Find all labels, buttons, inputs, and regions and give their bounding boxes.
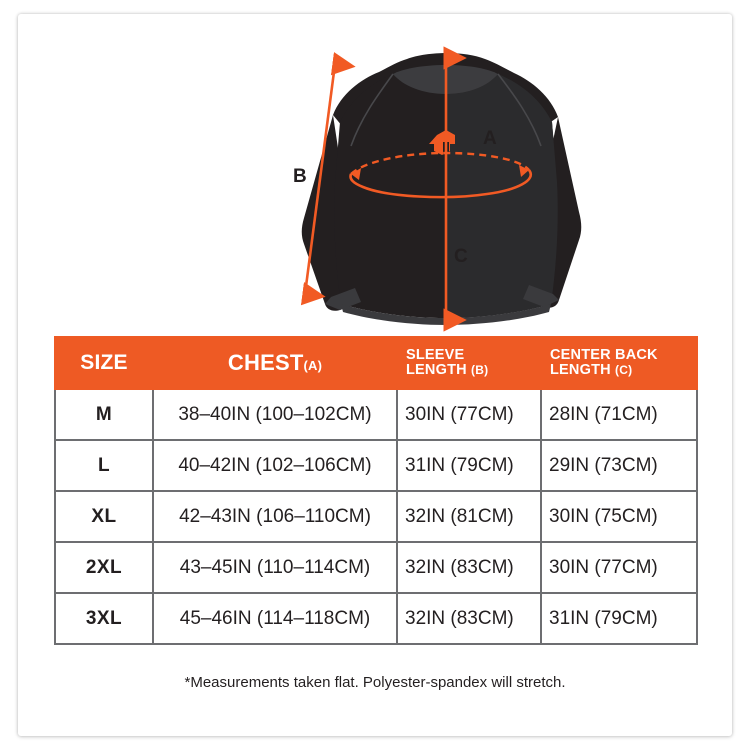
- column-header-sleeve: [397, 337, 541, 389]
- cell-center-back: 28IN (71CM): [541, 389, 697, 440]
- footnote: *Measurements taken flat. Polyester-spandex will stretch.: [184, 674, 566, 691]
- column-header-back-line2: LENGTH: [550, 362, 611, 378]
- garment-illustration: [18, 22, 732, 342]
- column-header-size-label: SIZE: [80, 351, 128, 375]
- table-row: [55, 389, 697, 440]
- cell-size: L: [55, 440, 153, 491]
- cell-center-back: 30IN (75CM): [541, 491, 697, 542]
- table-row: [55, 542, 697, 593]
- size-chart-table: [54, 336, 698, 645]
- cell-center-back: 30IN (77CM): [541, 542, 697, 593]
- column-header-size: [55, 337, 153, 389]
- cell-size: XL: [55, 491, 153, 542]
- cell-chest: 38–40IN (100–102CM): [153, 389, 397, 440]
- column-header-back-line1: CENTER BACK: [550, 347, 658, 364]
- cell-chest: 42–43IN (106–110CM): [153, 491, 397, 542]
- column-header-back: [541, 337, 697, 389]
- cell-sleeve: 32IN (81CM): [397, 491, 541, 542]
- cell-sleeve: 32IN (83CM): [397, 593, 541, 644]
- label-a: A: [483, 128, 497, 149]
- shirt-body: [302, 53, 585, 325]
- cell-size: 2XL: [55, 542, 153, 593]
- table-row: [55, 491, 697, 542]
- column-header-sleeve-line1: SLEEVE: [406, 347, 465, 364]
- cell-center-back: 31IN (79CM): [541, 593, 697, 644]
- table-row: [55, 593, 697, 644]
- column-header-sleeve-line2: LENGTH: [406, 362, 467, 378]
- column-header-chest-label: CHEST: [227, 349, 304, 375]
- cell-size: 3XL: [55, 593, 153, 644]
- cell-sleeve: 32IN (83CM): [397, 542, 541, 593]
- column-header-sleeve-sub: (B): [471, 363, 489, 377]
- label-c: C: [454, 246, 468, 267]
- cell-sleeve: 30IN (77CM): [397, 389, 541, 440]
- size-chart-card: [18, 14, 732, 736]
- table-header-row: [55, 337, 697, 389]
- cell-sleeve: 31IN (79CM): [397, 440, 541, 491]
- cell-center-back: 29IN (73CM): [541, 440, 697, 491]
- table-body: [55, 389, 697, 644]
- table-header: [55, 337, 697, 389]
- column-header-back-sub: (C): [615, 363, 633, 377]
- cell-chest: 43–45IN (110–114CM): [153, 542, 397, 593]
- column-header-chest: [153, 337, 397, 389]
- cell-size: M: [55, 389, 153, 440]
- cell-chest: 45–46IN (114–118CM): [153, 593, 397, 644]
- cell-chest: 40–42IN (102–106CM): [153, 440, 397, 491]
- label-b: B: [293, 166, 307, 187]
- column-header-chest-sub: (A): [303, 357, 323, 373]
- table-row: [55, 440, 697, 491]
- shirt-diagram-svg: [165, 22, 585, 332]
